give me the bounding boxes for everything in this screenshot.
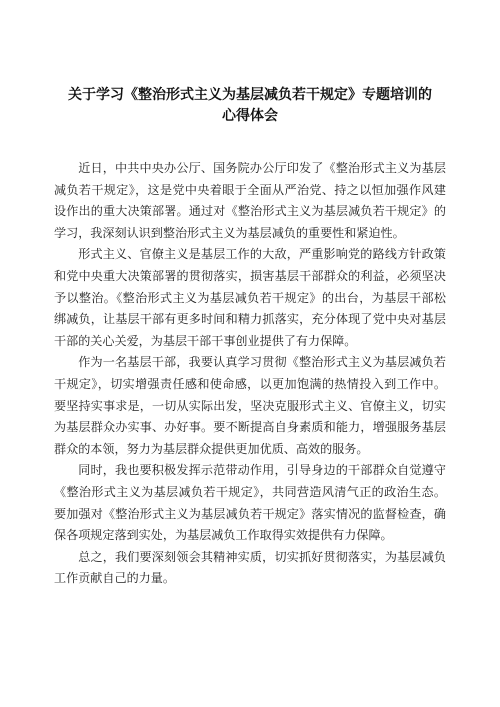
paragraph-4: 同时，我也要积极发挥示范带动作用，引导身边的干部群众自觉遵守《整治形式主义为基层减负若干规定》，共同营造风清气正的政治生态。要加强对《整治形式主义为基层减负若干规定》落实情况的监督检查，确保各项规定落到实处，为基层减负工作取得实效提供有力保障。 — [54, 463, 446, 543]
paragraph-2: 形式主义、官僚主义是基层工作的大敌，严重影响党的路线方针政策和党中央重大决策部署的贯彻落实，损害基层干部群众的利益，必须坚决予以整治。《整治形式主义为基层减负若干规定》的出台，为基层干部松绑减负，让基层干部有更多时间和精力抓落实，充分体现了党中央对基层干部的关心关爱，为基层干部干事创业提供了有力保障。 — [54, 247, 446, 348]
paragraph-1: 近日，中共中央办公厅、国务院办公厅印发了《整治形式主义为基层减负若干规定》，这是党中央着眼于全面从严治党、持之以恒加强作风建设作出的重大决策部署。通过对《整治形式主义为基层减负若干规定》的学习，我深刻认识到整治形式主义为基层减负的重要性和紧迫性。 — [54, 161, 446, 240]
paragraph-5: 总之，我们要深刻领会其精神实质，切实抓好贯彻落实，为基层减负工作贡献自己的力量。 — [54, 549, 446, 586]
paragraph-3: 作为一名基层干部，我要认真学习贯彻《整治形式主义为基层减负若干规定》，切实增强责任感和使命感，以更加饱满的热情投入到工作中。要坚持实事求是，一切从实际出发，坚决克服形式主义、官僚主义，切实为基层群众办实事、办好事。要不断提高自身素质和能力，增强服务基层群众的本领，努力为基层群众提供更加优质、高效的服务。 — [54, 355, 446, 456]
document-body — [54, 158, 446, 590]
document-title: 关于学习《整治形式主义为基层减负若干规定》专题培训的心得体会 — [68, 87, 432, 124]
